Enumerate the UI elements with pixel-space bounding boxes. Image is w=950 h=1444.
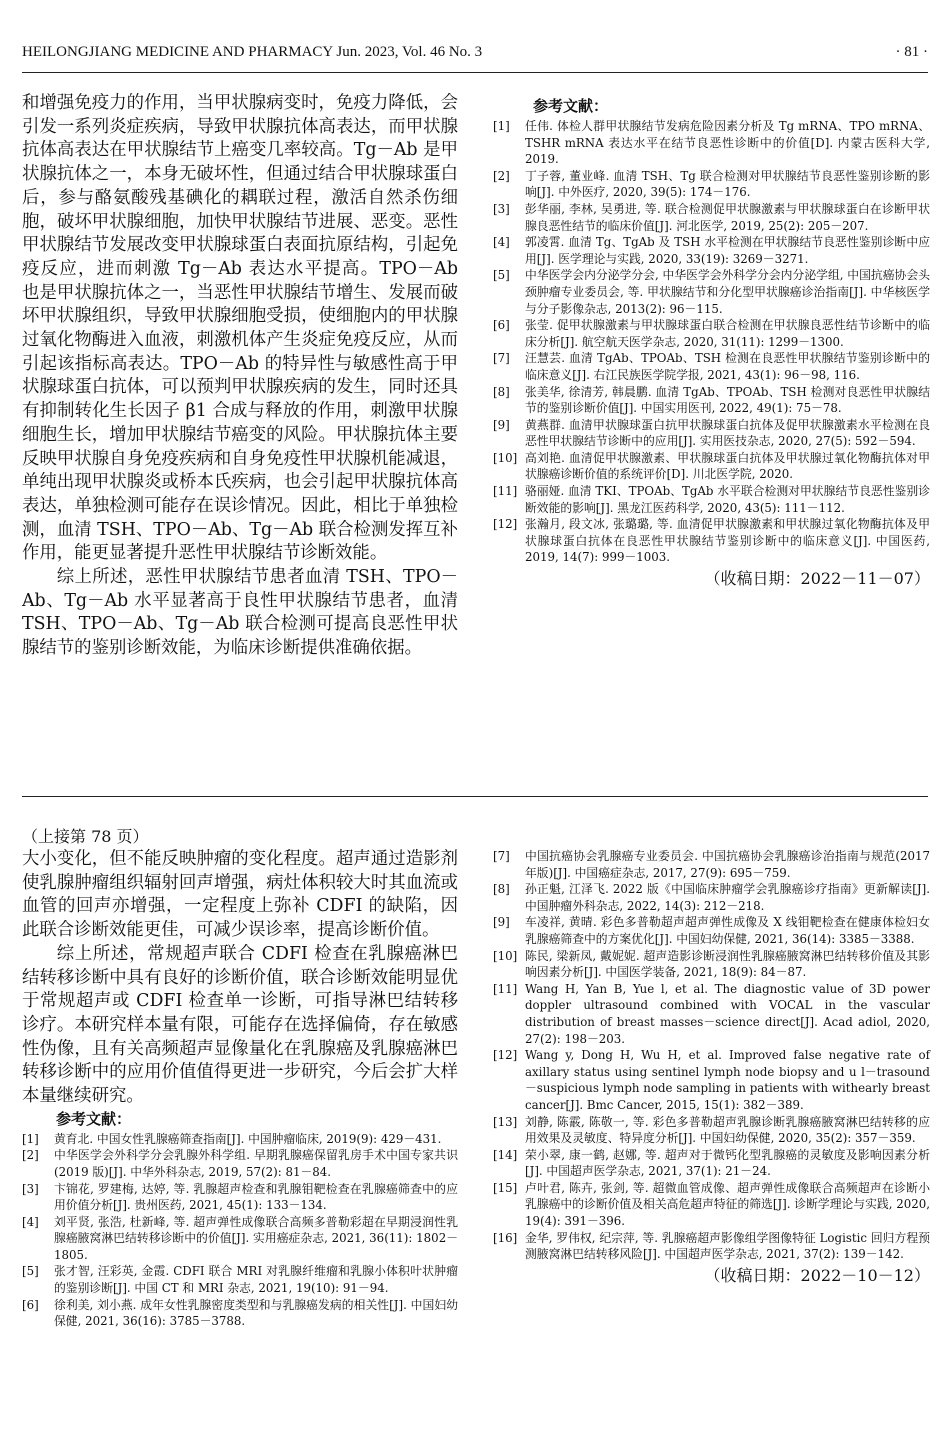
reference-item: [4] 郭凌霄. 血清 Tg、TgAb 及 TSH 水平检测在甲状腺结节良恶性鉴别诊断中应用[J]. 医学理论与实践, 2020, 33(19): 3269－3271. [493, 235, 930, 266]
reference-item: [11] Wang H, Yan B, Yue l, et al. The diagnostic value of 3D power doppler ultrasound combined with VOCAL in the vascular distribution of breast masses－science direct[J]. Acad adiol, 2020, 27(2): 198－203. [493, 981, 930, 1046]
body-paragraph: 综上所述，常规超声联合 CDFI 检查在乳腺癌淋巴结转移诊断中具有良好的诊断价值，联合诊断效能明显优于常规超声或 CDFI 检查单一诊断，可指导淋巴结转移诊疗。本研究样本量有限，可能存在选择偏倚，存在敏感性伪像，且有关高频超声显像量化在乳腺癌及乳腺癌淋巴转移诊断中的应用价值值得更进一步研究，今后会扩大样本量继续研究。 [22, 943, 458, 1107]
journal-title: HEILONGJIANG MEDICINE AND PHARMACY Jun. 2023, Vol. 46 No. 3 [22, 44, 483, 60]
reference-item: [10] 高刘艳. 血清促甲状腺激素、甲状腺球蛋白抗体及甲状腺过氧化物酶抗体对甲状腺癌诊断价值的系统评价[D]. 川北医学院, 2020. [493, 450, 930, 482]
reference-list [493, 118, 930, 566]
reference-item: [3] 彭华丽, 李林, 吴勇进, 等. 联合检测促甲状腺激素与甲状腺球蛋白在诊断甲状腺良恶性结节的临床价值[J]. 河北医学, 2019, 25(2): 205－207. [493, 201, 930, 233]
reference-item: [7] 中国抗癌协会乳腺癌专业委员会. 中国抗癌协会乳腺癌诊治指南与规范(2017 年版)[J]. 中国癌症杂志, 2017, 27(9): 695－759. [493, 849, 930, 880]
reference-item: [11] 骆丽娅. 血清 TKI、TPOAb、TgAb 水平联合检测对甲状腺结节良恶性鉴别诊断效能的影响[J]. 黑龙江医药科学, 2020, 43(5): 111－112. [493, 484, 930, 515]
reference-item: [6] 徐利美, 刘小燕. 成年女性乳腺密度类型和与乳腺癌发病的相关性[J]. 中国妇幼保健, 2021, 36(16): 3785－3788. [22, 1297, 458, 1329]
reference-item: [14] 荣小翠, 康一鹤, 赵娜, 等. 超声对于微钙化型乳腺癌的灵敏度及影响因素分析[J]. 中国超声医学杂志, 2021, 37(1): 21－24. [493, 1147, 930, 1179]
reference-item: [5] 张才智, 汪彩英, 金霞. CDFI 联合 MRI 对乳腺纤维瘤和乳腺小体积叶状肿瘤的鉴别诊断[J]. 中国 CT 和 MRI 杂志, 2021, 19(10): 91－94. [22, 1264, 458, 1296]
reference-item: [2] 丁子蓉, 董业峰. 血清 TSH、Tg 联合检测对甲状腺结节良恶性鉴别诊断的影响[J]. 中外医疗, 2020, 39(5): 174－176. [493, 168, 930, 200]
header-rule [22, 72, 928, 73]
received-date: （收稿日期：2022－11－07） [704, 569, 930, 589]
reference-item: [15] 卢叶君, 陈卉, 张剑, 等. 超微血管成像、超声弹性成像联合高频超声在诊断小乳腺癌中的诊断价值及相关高危超声特征的筛选[J]. 诊断学理论与实践, 2020, 19(4): 391－396. [493, 1180, 930, 1229]
page-number: · 81 · [895, 44, 928, 60]
bottom-right-column [493, 848, 930, 1287]
running-header [22, 44, 928, 68]
reference-item: [9] 黄燕群. 血清甲状腺球蛋白抗甲状腺球蛋白抗体及促甲状腺激素水平检测在良恶性甲状腺结节诊断中的应用[J]. 实用医技杂志, 2020, 27(5): 592－594. [493, 417, 930, 449]
top-body-column [22, 92, 458, 661]
reference-list [22, 1131, 458, 1330]
body-paragraph: 大小变化，但不能反映肿瘤的变化程度。超声通过造影剂使乳腺肿瘤组织辐射回声增强，病灶体积较大时其血流或血管的回声亦增强，一定程度上弥补 CDFI 的缺陷，因此联合诊断效能更佳，可减少误诊率，提高诊断价值。 [22, 849, 458, 941]
reference-item: [13] 刘静, 陈霰, 陈敬一, 等. 彩色多普勒超声乳腺诊断乳腺癌腋窝淋巴结转移的应用效果及灵敏度、特异度分析[J]. 中国妇幼保健, 2020, 35(2): 357－359. [493, 1114, 930, 1146]
reference-list [493, 848, 930, 1263]
reference-item: [16] 金华, 罗伟权, 纪宗萍, 等. 乳腺癌超声影像组学图像特征 Logistic 回归方程预测腋窝淋巴结转移风险[J]. 中国超声医学杂志, 2021, 37(2): 139－142. [493, 1230, 930, 1262]
reference-item: [12] 张瀚月, 段文冰, 张璐璐, 等. 血清促甲状腺激素和甲状腺过氧化物酶抗体及甲状腺球蛋白抗体在良恶性甲状腺结节鉴别诊断中的临床意义[J]. 中国医药, 2019, 14(7): 999－1003. [493, 517, 930, 565]
reference-item: [1] 黄育北. 中国女性乳腺癌筛查指南[J]. 中国肿瘤临床, 2019(9): 429－431. [22, 1131, 442, 1146]
body-paragraph: 和增强免疫力的作用，当甲状腺病变时，免疫力降低，会引发一系列炎症疾病，导致甲状腺抗体高表达，而甲状腺抗体高表达在甲状腺结节上癌变几率较高。Tg－Ab 是甲状腺抗体之一，本身无破坏性，但通过结合甲状腺球蛋白后，参与酪氨酸残基碘化的耦联过程，激活自然杀伤细胞，破坏甲状腺细胞，加快甲状腺结节进展、恶变。恶性甲状腺结节发展改变甲状腺球蛋白表面抗原结构，引起免疫反应，进而刺激 Tg－Ab 表达水平提高。TPO－Ab 也是甲状腺抗体之一，当恶性甲状腺结节增生、发展而破坏甲状腺组织，导致甲状腺细胞受损，使细胞内的甲状腺过氧化物酶进入血液，刺激机体产生炎症免疫反应，从而引起该指标高表达。TPO－Ab 的特异性与敏感性高于甲状腺球蛋白抗体，可以预判甲状腺疾病的发生，同时还具有抑制转化生长因子 β1 合成与释放的作用，刺激甲状腺细胞生长，增加甲状腺结节癌变的风险。甲状腺抗体主要反映甲状腺自身免疫疾病和自身免疫性甲状腺机能减退，单纯出现甲状腺炎或桥本氏疾病，也会引起甲状腺抗体高表达，单独检测可能存在误诊情况。因此，相比于单独检测，血清 TSH、TPO－Ab、Tg－Ab 联合检测发挥互补作用，能更显著提升恶性甲状腺结节诊断效能。 [22, 93, 458, 564]
reference-item: [7] 汪慧芸. 血清 TgAb、TPOAb、TSH 检测在良恶性甲状腺结节鉴别诊断中的临床意义[J]. 右江民族医学院学报, 2021, 43(1): 96－98, 116. [493, 351, 930, 382]
reference-item: [3] 卞锦花, 罗建梅, 达婷, 等. 乳腺超声检查和乳腺钼靶检查在乳腺癌筛查中的应用价值分析[J]. 贵州医药, 2021, 45(1): 133－134. [22, 1181, 458, 1213]
bottom-left-column [22, 826, 458, 1330]
reference-item: [1] 任伟. 体检人群甲状腺结节发病危险因素分析及 Tg mRNA、TPO mRNA、TSHR mRNA 表达水平在结节良恶性诊断中的价值[D]. 内蒙古医科大学, 2019. [493, 119, 930, 167]
reference-item: [2] 中华医学会外科学分会乳腺外科学组. 早期乳腺癌保留乳房手术中国专家共识(2019 版)[J]. 中华外科杂志, 2019, 57(2): 81－84. [22, 1148, 458, 1179]
body-paragraph: 综上所述，恶性甲状腺结节患者血清 TSH、TPO－Ab、Tg－Ab 水平显著高于良性甲状腺结节患者，血清 TSH、TPO－Ab、Tg－Ab 联合检测可提高良恶性甲状腺结节的鉴别诊断效能，为临床诊断提供准确依据。 [22, 567, 458, 659]
section-divider [22, 796, 928, 797]
reference-item: [6] 张莹. 促甲状腺激素与甲状腺球蛋白联合检测在甲状腺良恶性结节诊断中的临床分析[J]. 航空航天医学杂志, 2020, 31(11): 1299－1300. [493, 318, 930, 349]
references-heading: 参考文献： [533, 97, 609, 115]
reference-item: [5] 中华医学会内分泌学分会, 中华医学会外科学分会内分泌学组, 中国抗癌协会头颈肿瘤专业委员会, 等. 甲状腺结节和分化型甲状腺癌诊治指南[J]. 中华核医学与分子影像杂志, 2013(2): 96－115. [493, 268, 930, 316]
reference-item: [9] 车凌祥, 黄晴. 彩色多普勒超声超声弹性成像及 X 线钼靶检查在健康体检妇女乳腺癌筛查中的方案优化[J]. 中国妇幼保健, 2021, 36(14): 3385－3388. [493, 915, 930, 946]
reference-item: [8] 孙正魁, 江泽飞. 2022 版《中国临床肿瘤学会乳腺癌诊疗指南》更新解读[J]. 中国肿瘤外科杂志, 2022, 14(3): 212－218. [493, 882, 930, 913]
top-references [493, 96, 930, 590]
received-date: （收稿日期：2022－10－12） [704, 1265, 930, 1285]
continuation-note: （上接第 78 页） [22, 827, 149, 846]
reference-item: [8] 张美华, 徐清芳, 韩晨鹏. 血清 TgAb、TPOAb、TSH 检测对良恶性甲状腺结节的鉴别诊断价值[J]. 中国实用医刊, 2022, 49(1): 75－78. [493, 384, 930, 416]
reference-item: [10] 陈民, 梁新凤, 戴妮妮. 超声造影诊断浸润性乳腺癌腋窝淋巴结转移价值及其影响因素分析[J]. 中国医学装备, 2021, 18(9): 84－87. [493, 948, 930, 980]
reference-item: [4] 刘平贤, 张浩, 杜新峰, 等. 超声弹性成像联合高频多普勒彩超在早期浸润性乳腺癌腋窝淋巴结转移诊断中的价值[J]. 实用癌症杂志, 2021, 36(11): 1802－1805. [22, 1214, 458, 1262]
references-heading: 参考文献： [56, 1109, 132, 1128]
reference-item: [12] Wang y, Dong H, Wu H, et al. Improved false negative rate of axillary status using sentinel lymph node biopsy and u l－trasound－suspicious lymph node sampling in patients with withearly breast cancer[J]. Bmc Cancer, 2015, 15(1): 382－389. [493, 1048, 930, 1112]
